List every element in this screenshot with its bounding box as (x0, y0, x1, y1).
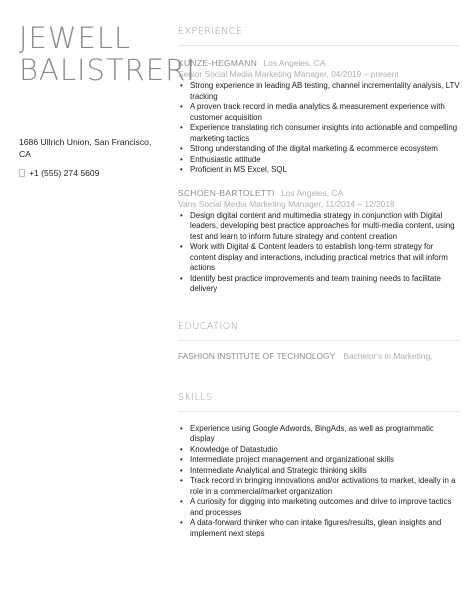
list-item: • Proficient in MS Excel, SQL (178, 165, 460, 176)
list-item: • Strong experience in leading AB testing, channel incrementality analysis, LTV tracking (178, 81, 460, 102)
list-item: • Intermediate Analytical and Strategic thinking skills (178, 466, 460, 477)
experience-section (178, 26, 460, 295)
job-role: Vans Social Media Marketing Manager, 11/2014 – 12/2018 (178, 198, 395, 209)
list-item: • Knowledge of Datastudio (178, 445, 460, 456)
list-item: • A curiosity for digging into marketing outcomes and drive to improve tactics and processes (178, 497, 460, 518)
list-item: • A proven track record in media analytics & measurement experience with customer acquisition (178, 102, 460, 123)
list-item: • A data-forward thinker who can intake figures/results, glean insights and implement next steps (178, 518, 460, 539)
skills-section (178, 392, 460, 540)
divider (178, 411, 460, 412)
name-block (19, 21, 196, 87)
job-entry (178, 58, 460, 176)
job-header (178, 58, 460, 69)
first-name: JEWELL (19, 21, 132, 55)
phone-number: +1 (555) 274 5609 (29, 168, 100, 178)
list-item: • Work with Digital & Content leaders to establish long-term strategy for content display and interactions, including practical metrics that will inform actions (178, 242, 460, 274)
list-item: • Identify best practice improvements and team training needs to facilitate delivery (178, 274, 460, 295)
job-location: Los Angeles, CA (281, 187, 344, 198)
list-item: • Track record in bringing innovations and/or activations to market, ideally in a role in a commercial/market organization (178, 476, 460, 497)
section-title-skills: SKILLS (178, 391, 213, 403)
phone-row (19, 167, 164, 179)
section-title-education: EDUCATION (178, 320, 239, 332)
divider (178, 340, 460, 341)
list-item: • Intermediate project management and organizational skills (178, 455, 460, 466)
section-title-experience: EXPERIENCE (178, 26, 243, 37)
divider (178, 45, 460, 46)
contact-block (19, 136, 164, 179)
list-item: • Enthusiastic attitude (178, 155, 460, 166)
job-bullets (178, 81, 460, 176)
education-section (178, 321, 460, 362)
list-item: • Experience translating rich consumer insights into actionable and compelling marketing tactics (178, 123, 460, 144)
job-role: Senior Social Media Marketing Manager, 04/2019 – present (178, 69, 399, 79)
address: 1686 Ullrich Union, San Francisco, CA (19, 137, 152, 159)
education-entry (178, 351, 460, 362)
job-bullets (178, 211, 460, 295)
degree: Bachelor's in Marketing, (343, 350, 433, 361)
school-name: FASHION INSTITUTE OF TECHNOLOGY (178, 350, 335, 361)
main-column (178, 26, 460, 539)
list-item: • Design digital content and multimedia strategy in conjunction with Digital leaders, developing best practice approaches for multi-media content, using test and learn to inform future strategy and content creation (178, 211, 460, 243)
job-header (178, 188, 460, 199)
phone-icon (19, 169, 25, 177)
skills-list (178, 424, 460, 540)
list-item: • Experience using Google Adwords, BingAds, as well as programmatic display (178, 424, 460, 445)
job-location: Los Angeles, CA (263, 58, 326, 68)
company-name: SCHOEN-BARTOLETTI (178, 187, 275, 198)
company-name: KUNZE-HEGMANN (178, 58, 258, 68)
list-item: • Strong understanding of the digital marketing & ecommerce ecosystem (178, 144, 460, 155)
last-name: BALISTRERI (19, 53, 196, 87)
job-entry (178, 188, 460, 295)
